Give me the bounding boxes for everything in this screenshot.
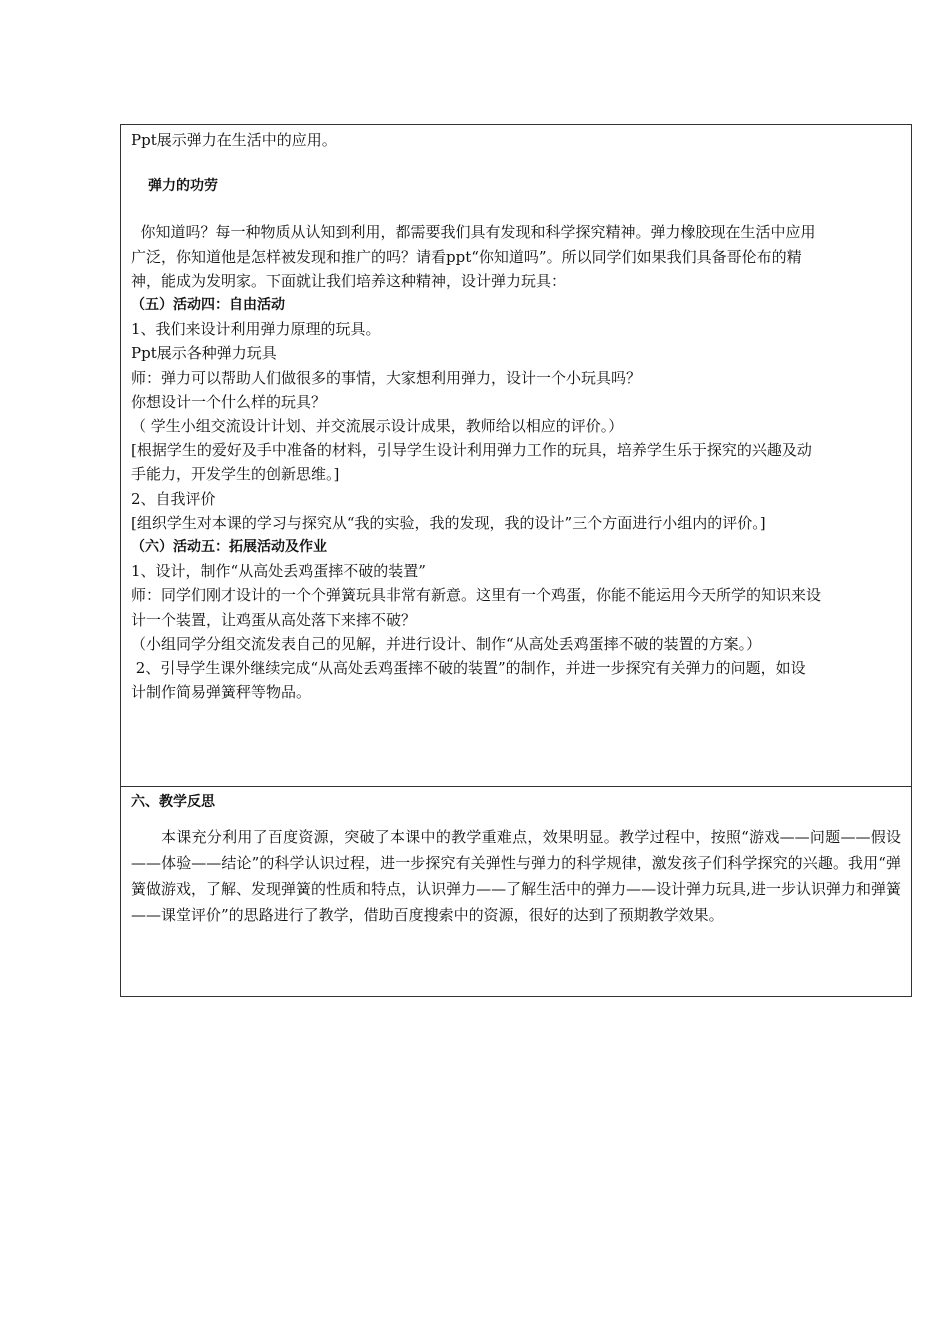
activity-line: 你想设计一个什么样的玩具？	[131, 392, 327, 411]
activity-line: 师：同学们刚才设计的一个个弹簧玩具非常有新意。这里有一个鸡蛋，你能不能运用今天所学的知识来设	[131, 586, 822, 605]
activity5-heading: （六）活动五：拓展活动及作业	[131, 539, 327, 556]
activity5-content	[131, 559, 901, 704]
activity-line: 师：弹力可以帮助人们做很多的事情，大家想利用弹力，设计一个小玩具吗？	[131, 368, 642, 387]
did-you-know-paragraph	[131, 220, 901, 293]
paragraph-line: 你知道吗？每一种物质从认知到利用，都需要我们具有发现和科学探究精神。弹力橡胶现在生活中应用	[131, 223, 816, 242]
activity4-heading: （五）活动四：自由活动	[131, 297, 285, 314]
activity-line: （小组同学分组交流发表自己的见解，并进行设计、制作“从高处丢鸡蛋摔不破的装置的方案。）	[131, 634, 762, 653]
lesson-process-cell	[121, 125, 911, 787]
reflection-paragraph: 本课充分利用了百度资源，突破了本课中的教学重难点，效果明显。教学过程中，按照“游戏——问题——假设——体验——结论”的科学认识过程，进一步探究有关弹性与弹力的科学规律，激发孩子们科学探究的兴趣。我用“弹簧做游戏，了解、发现弹簧的性质和特点，认识弹力——了解生活中的弹力——设计弹力玩具,进一步认识弹力和弹簧——课堂评价”的思路进行了教学，借助百度搜索中的资源，很好的达到了预期教学效果。	[131, 828, 901, 925]
activity-line: 1、设计，制作“从高处丢鸡蛋摔不破的装置”	[131, 562, 426, 581]
paragraph-line: 神，能成为发明家。下面就让我们培养这种精神，设计弹力玩具：	[131, 271, 567, 290]
activity-line: 2、引导学生课外继续完成“从高处丢鸡蛋摔不破的装置”的制作，并进一步探究有关弹力的问题，如设	[131, 659, 806, 678]
paragraph-line: 广泛，你知道他是怎样被发现和推广的吗？请看ppt“你知道吗”。所以同学们如果我们具备哥伦布的精	[131, 247, 802, 266]
activity-line: [组织学生对本课的学习与探究从“我的实验，我的发现，我的设计”三个方面进行小组内的评价。]	[131, 513, 766, 532]
lesson-table	[120, 124, 912, 997]
activity-line: 1、我们来设计利用弹力原理的玩具。	[131, 320, 381, 339]
subtitle-elastic-merit: 弹力的功劳	[148, 178, 218, 195]
teaching-reflection-cell	[121, 787, 911, 996]
activity-line: 2、自我评价	[131, 489, 216, 508]
activity-line: 计一个装置，让鸡蛋从高处落下来摔不破？	[131, 610, 417, 629]
activity-line: 计制作简易弹簧秤等物品。	[131, 683, 312, 702]
activity-line: 手能力，开发学生的创新思维。]	[131, 465, 340, 484]
ppt-intro-line: Ppt展示弹力在生活中的应用。	[131, 131, 337, 149]
activity-line: （ 学生小组交流设计计划、并交流展示设计成果，教师给以相应的评价。）	[131, 417, 624, 436]
activity-line: Ppt展示各种弹力玩具	[131, 344, 277, 363]
activity-line: [根据学生的爱好及手中准备的材料，引导学生设计利用弹力工作的玩具，培养学生乐于探究的兴趣及动	[131, 441, 812, 460]
activity4-content	[131, 317, 901, 535]
reflection-heading: 六、教学反思	[131, 794, 215, 810]
